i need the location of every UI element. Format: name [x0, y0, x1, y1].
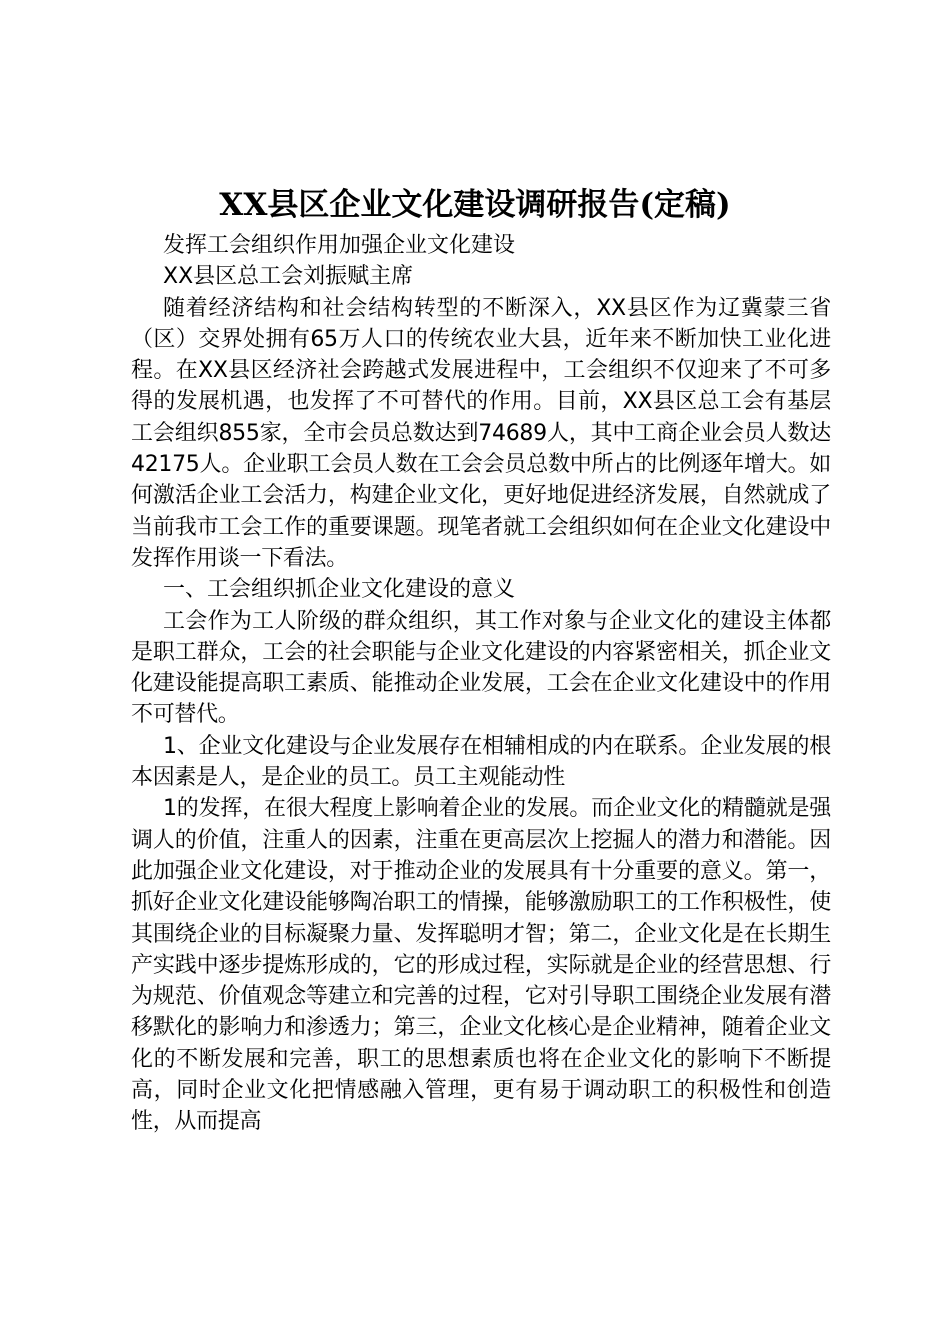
intro-paragraph: 随着经济结构和社会结构转型的不断深入，XX县区作为辽冀蒙三省（区）交界处拥有65万人口的传统农业大县，近年来不断加快工业化进程。在XX县区经济社会跨越式发展进程中，工会组织不仅迎来了不可多得的发展机遇，也发挥了不可替代的作用。目前，XX县区总工会有基层工会组织855家，全市会员总数达到74689人，其中工商企业会员人数达42175人。企业职工会员人数在工会会员总数中所占的比例逐年增大。如何激活企业工会活力，构建企业文化，更好地促进经济发展，自然就成了当前我市工会工作的重要课题。现笔者就工会组织如何在企业文化建设中发挥作用谈一下看法。	[131, 295, 831, 571]
author-line: XX县区总工会刘振赋主席	[163, 264, 414, 290]
document-title: XX县区企业文化建设调研报告(定稿)	[219, 187, 731, 223]
document-body	[131, 230, 831, 1138]
section-heading-1: 一、工会组织抓企业文化建设的意义	[163, 577, 516, 603]
point-1-continuation: 1的发挥，在很大程度上影响着企业的发展。而企业文化的精髓就是强调人的价值，注重人的因素，注重在更高层次上挖掘人的潜力和潜能。因此加强企业文化建设，对于推动企业的发展具有十分重要的意义。第一，抓好企业文化建设能够陶冶职工的情操，能够激励职工的工作积极性，使其围绕企业的目标凝聚力量、发挥聪明才智；第二，企业文化是在长期生产实践中逐步提炼形成的，它的形成过程，实际就是企业的经营思想、行为规范、价值观念等建立和完善的过程，它对引导职工围绕企业发展有潜移默化的影响力和渗透力；第三，企业文化核心是企业精神，随着企业文化的不断发展和完善，职工的思想素质也将在企业文化的影响下不断提高，同时企业文化把情感融入管理，更有易于调动职工的积极性和创造性，从而提高	[131, 796, 831, 1135]
point-1-paragraph: 1、企业文化建设与企业发展存在相辅相成的内在联系。企业发展的根本因素是人，是企业的员工。员工主观能动性	[131, 733, 831, 791]
section-1-paragraph: 工会作为工人阶级的群众组织，其工作对象与企业文化的建设主体都是职工群众，工会的社会职能与企业文化建设的内容紧密相关，抓企业文化建设能提高职工素质、能推动企业发展，工会在企业文化建设中的作用不可替代。	[131, 608, 831, 728]
subtitle-paragraph: 发挥工会组织作用加强企业文化建设	[163, 233, 516, 258]
